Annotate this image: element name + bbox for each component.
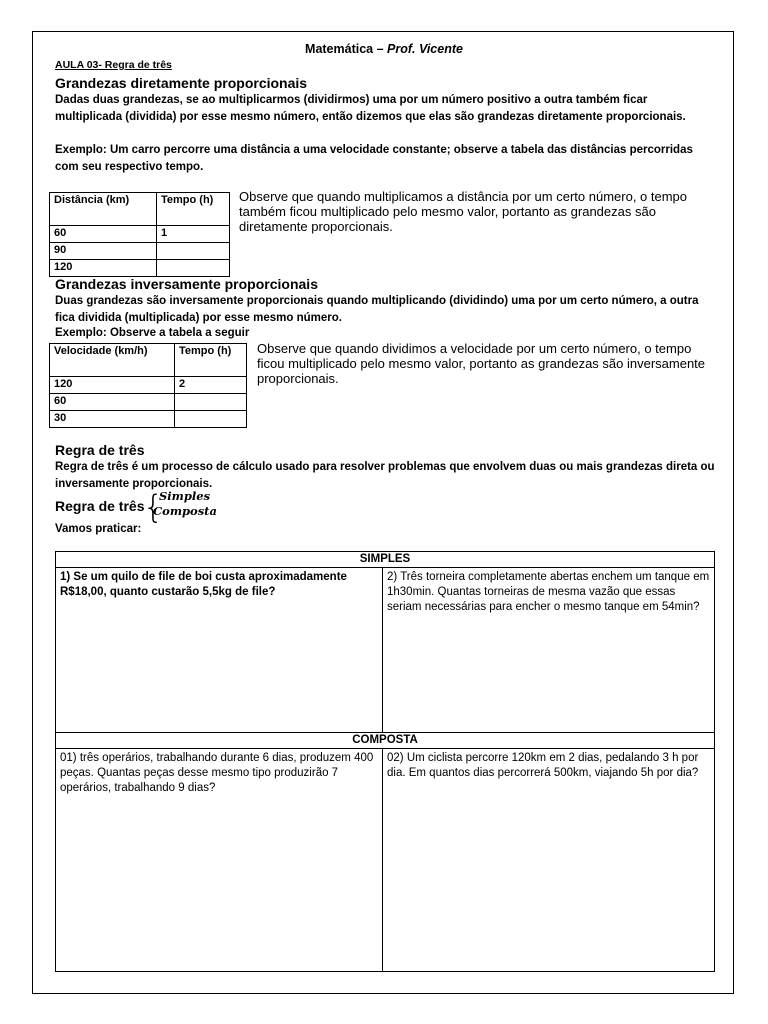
table-cell: 30 xyxy=(50,411,175,428)
exercise-simples-1: 1) Se um quilo de file de boi custa aproximadamente R$18,00, quanto custarão 5,5kg de file? xyxy=(56,568,383,733)
worksheet-page xyxy=(32,31,734,994)
exercise-composta-1: 01) três operários, trabalhando durante 6 dias, produzem 400 peças. Quantas peças desse mesmo tipo produzirão 7 operários, trabalhando 9 dias? xyxy=(56,749,383,972)
direct-note: Observe que quando multiplicamos a distância por um certo número, o tempo também ficou multiplicado pelo mesmo valor, portanto as grandezas são diretamente proporcionais. xyxy=(239,189,688,234)
table-cell: 90 xyxy=(50,243,157,260)
table-row xyxy=(56,749,715,972)
inverse-example: Exemplo: Observe a tabela a seguir xyxy=(55,327,250,339)
table-cell: 1 xyxy=(157,226,230,243)
exercises-table xyxy=(55,551,715,972)
table-row xyxy=(50,193,230,226)
table-row xyxy=(50,260,230,277)
table-row xyxy=(50,226,230,243)
table-row xyxy=(50,377,247,394)
table-header-cell: Distância (km) xyxy=(50,193,157,226)
curly-brace-icon: { xyxy=(143,488,164,526)
direct-definition: Dadas duas grandezas, se ao multiplicarmos (dividirmos) uma por um número positivo a outra também ficar multiplicada (dividida) por esse mesmo número, então dizemos que elas são grandezas diretamente proporcionais. xyxy=(55,94,686,123)
inverse-table xyxy=(49,343,247,428)
exercise-composta-2: 02) Um ciclista percorre 120km em 2 dias, pedalando 3 h por dia. Em quantos dias percorrerá 500km, viajando 5h por dia? xyxy=(383,749,715,972)
table-header-cell: Tempo (h) xyxy=(157,193,230,226)
table-row xyxy=(56,568,715,733)
table-cell xyxy=(175,394,247,411)
rule-title: Regra de três xyxy=(55,442,145,458)
table-row xyxy=(50,243,230,260)
teacher-name: Prof. Vicente xyxy=(387,42,463,56)
table-header-cell: Velocidade (km/h) xyxy=(50,344,175,377)
page-header xyxy=(33,42,735,56)
table-row xyxy=(50,411,247,428)
rule-label: Regra de três xyxy=(55,498,145,514)
inverse-definition: Duas grandezas são inversamente proporcionais quando multiplicando (dividindo) uma por um certo número, a outra fica dividida (multiplicada) por esse mesmo número. xyxy=(55,295,699,324)
direct-table xyxy=(49,192,230,277)
rule-type-composta: Composta xyxy=(153,504,217,518)
table-row xyxy=(50,394,247,411)
direct-title: Grandezas diretamente proporcionais xyxy=(55,75,308,91)
table-row xyxy=(56,733,715,749)
table-cell: 120 xyxy=(50,377,175,394)
table-row xyxy=(56,552,715,568)
practice-label: Vamos praticar: xyxy=(55,523,142,535)
direct-example: Exemplo: Um carro percorre uma distância a uma velocidade constante; observe a tabela das distâncias percorridas com seu respectivo tempo. xyxy=(55,144,693,173)
simples-header: SIMPLES xyxy=(56,552,715,568)
rule-definition: Regra de três é um processo de cálculo usado para resolver problemas que envolvem duas ou mais grandezas direta ou inversamente proporcionais. xyxy=(55,461,715,490)
lesson-label: AULA 03- Regra de três xyxy=(55,59,172,71)
table-cell xyxy=(157,260,230,277)
composta-header: COMPOSTA xyxy=(56,733,715,749)
inverse-title: Grandezas inversamente proporcionais xyxy=(55,276,318,292)
exercise-simples-2: 2) Três torneira completamente abertas enchem um tanque em 1h30min. Quantas torneiras de mesma vazão que essas seriam necessárias para encher o mesmo tanque em 54min? xyxy=(383,568,715,733)
table-cell: 60 xyxy=(50,226,157,243)
table-cell: 120 xyxy=(50,260,157,277)
table-cell: 60 xyxy=(50,394,175,411)
table-cell xyxy=(175,411,247,428)
subject-label: Matemática – xyxy=(305,42,388,56)
table-header-cell: Tempo (h) xyxy=(175,344,247,377)
rule-type-simples: Simples xyxy=(159,489,211,503)
table-cell: 2 xyxy=(175,377,247,394)
table-row xyxy=(50,344,247,377)
inverse-note: Observe que quando dividimos a velocidade por um certo número, o tempo ficou multiplicado pelo mesmo valor, portanto as grandezas são inversamente proporcionais. xyxy=(257,341,706,386)
table-cell xyxy=(157,243,230,260)
